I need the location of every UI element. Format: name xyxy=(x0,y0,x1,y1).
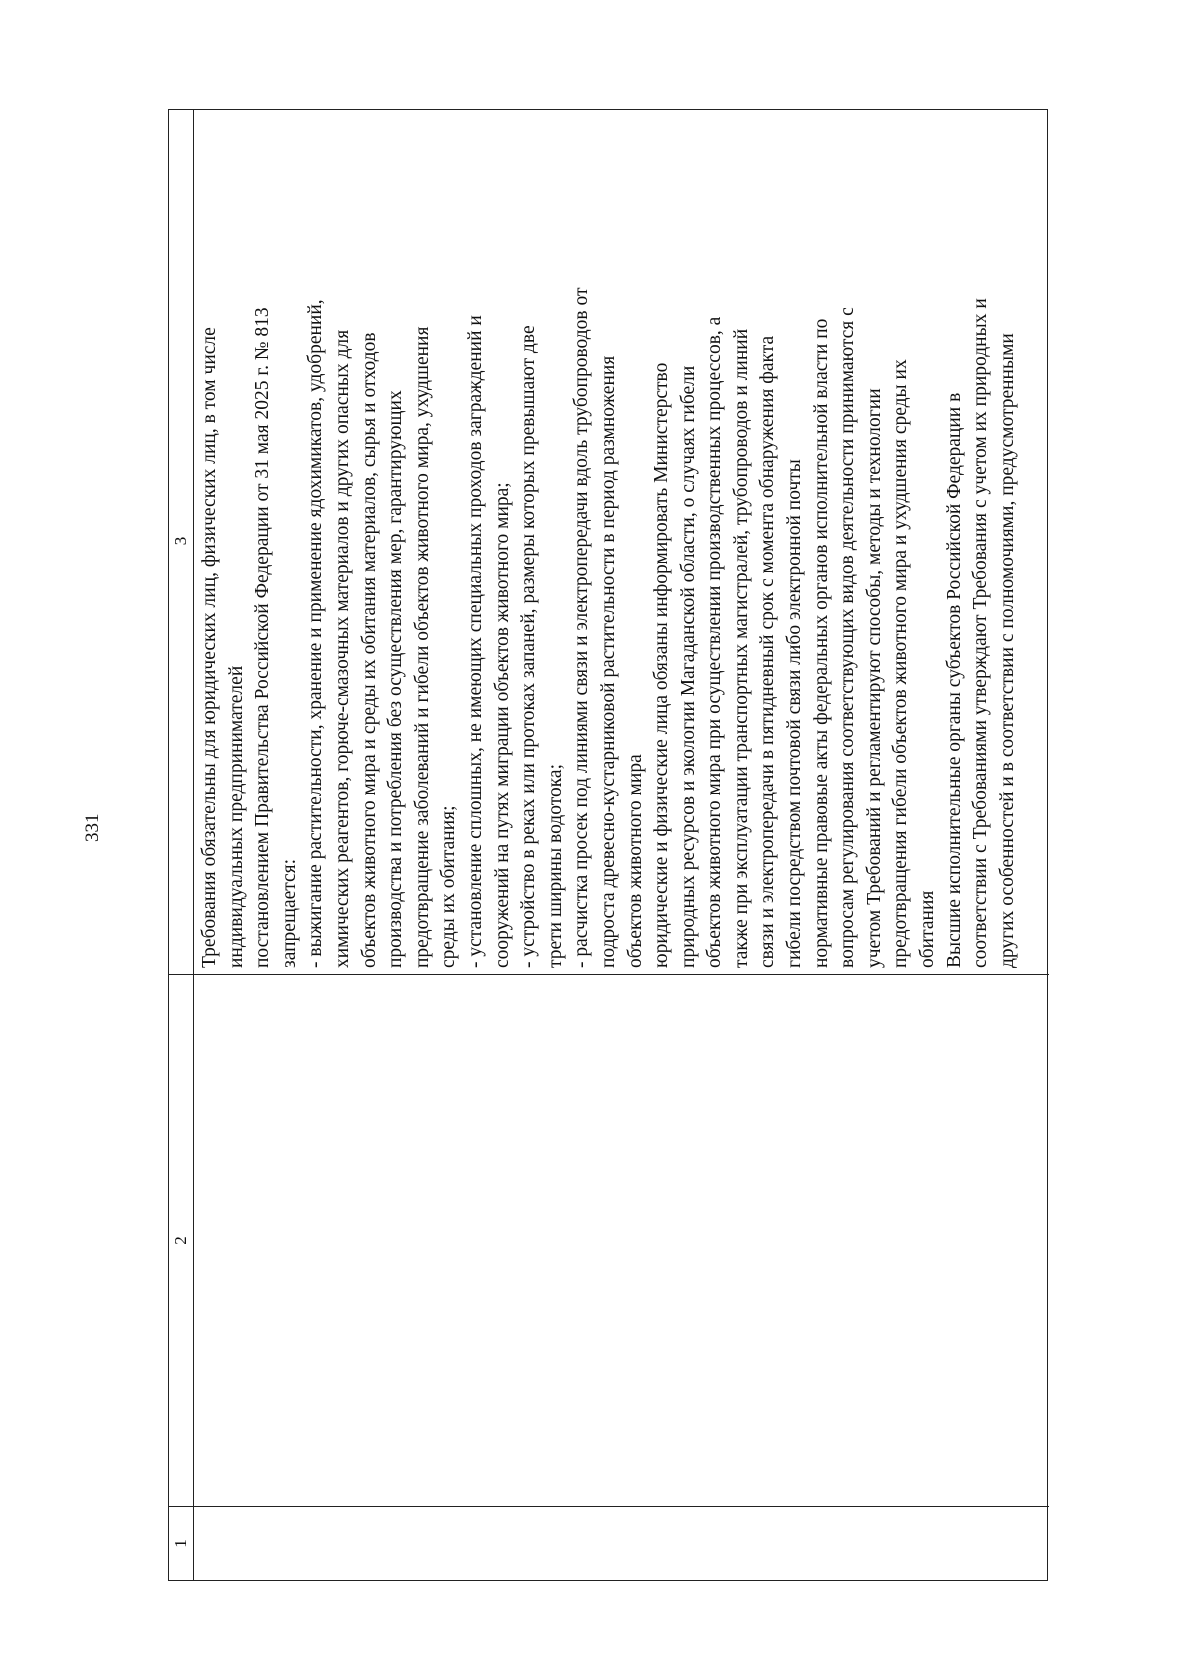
column-number-3: 3 xyxy=(171,536,190,546)
requirement-text-line: предотвращение заболеваний и гибели объектов животного мира, ухудшения xyxy=(411,326,433,968)
column-number-2: 2 xyxy=(169,974,193,1506)
requirement-text-line: связи и электропередачи в пятидневный срок с момента обнаружения факта xyxy=(757,335,779,968)
requirement-text-line: - расчистка просек под линиями связи и электропередачи вдоль трубопроводов от xyxy=(571,287,593,968)
table-row xyxy=(193,110,1049,1580)
table-header-row xyxy=(169,110,194,1580)
requirement-text-line: - устройство в реках или протоках запаней, размеры которых превышают две xyxy=(518,325,540,968)
requirement-text-line: запрещается: xyxy=(278,858,300,968)
requirement-text-line: постановлением Правительства Российской Федерации от 31 мая 2025 г. № 813 xyxy=(252,307,274,968)
requirement-text-line: объектов животного мира при осуществлении производственных процессов, а xyxy=(704,316,726,968)
requirement-text-line: производства и потребления без осуществления мер, гарантирующих xyxy=(385,390,407,968)
requirement-text-line: природных ресурсов и экологии Магаданской области, о случаях гибели xyxy=(677,365,699,968)
requirement-text-line: - выжигание растительности, хранение и применение ядохимикатов, удобрений, xyxy=(305,299,327,968)
requirement-text-line: учетом Требований и регламентируют способы, методы и технологии xyxy=(863,388,885,968)
requirement-text-line: объектов животного мира xyxy=(624,754,646,968)
requirement-text-line: гибели посредством почтовой связи либо электронной почты xyxy=(784,459,806,968)
table-cell-col1 xyxy=(193,1506,1049,1580)
requirement-text-line: соответствии с Требованиями утверждают Требования с учетом их природных и xyxy=(970,298,992,968)
requirement-text-line: индивидуальных предпринимателей xyxy=(225,665,247,968)
requirement-text-line: предотвращения гибели объектов животного мира и ухудшения среды их xyxy=(890,359,912,968)
requirement-text-line: обитания xyxy=(917,890,939,968)
page-number: 331 xyxy=(82,813,103,842)
requirement-text-line: среды их обитания; xyxy=(438,805,460,968)
requirement-text-line: вопросам регулирования соответствующих видов деятельности принимаются с xyxy=(837,307,859,968)
requirement-text-line: сооружений на путях миграции объектов животного мира; xyxy=(491,482,513,968)
requirement-text-line: юридические и физические лица обязаны информировать Министерство xyxy=(651,362,673,968)
requirement-text-line: других особенностей и в соответствии с полномочиями, предусмотренными xyxy=(996,333,1018,968)
table-cell-col2 xyxy=(193,974,1049,1506)
requirement-text-line: Требования обязательны для юридических лиц, физических лиц, в том числе xyxy=(199,327,220,968)
requirement-text-line: Высшие исполнительные органы субъектов Российской Федерации в xyxy=(943,392,965,968)
requirement-text-line: трети ширины водотока; xyxy=(544,764,566,968)
table-cell-requirements xyxy=(193,108,1049,974)
requirement-text-line: объектов животного мира и среды их обитания материалов, сырья и отходов xyxy=(358,332,380,968)
requirement-text-line: - установление сплошных, не имеющих специальных проходов заграждений и xyxy=(464,315,486,968)
column-number-1: 1 xyxy=(169,1506,193,1580)
requirement-text-line: нормативные правовые акты федеральных органов исполнительной власти по xyxy=(810,318,832,968)
document-table xyxy=(168,109,1048,1581)
requirement-text-line: также при эксплуатации транспортных магистралей, трубопроводов и линий xyxy=(730,328,752,968)
requirement-text-line: подроста древесно-кустарниковой растительности в период размножения xyxy=(597,355,619,968)
requirement-text-line: химических реагентов, горюче-смазочных материалов и других опасных для xyxy=(331,329,353,968)
